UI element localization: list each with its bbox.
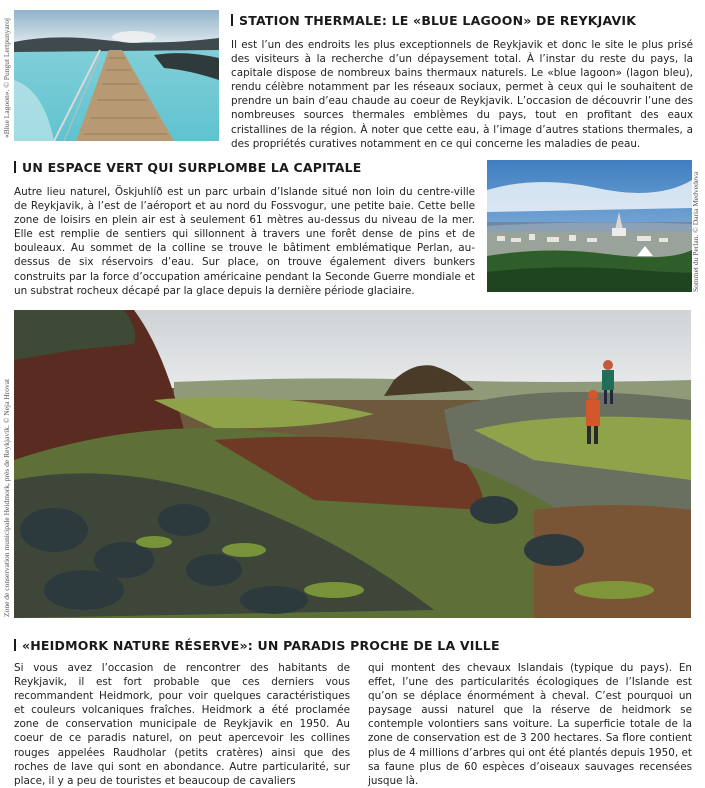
heidmork-photo — [14, 310, 691, 618]
section1-body: Il est l’un des endroits les plus exceptionnels de Reykjavik et donc le site le plus prisé des visiteurs à la recherche d’un dépaysement total. À l’instar du reste du pays, la capitale dispose de nombreux bains thermaux naturels. Le «blue lagoon» (lagon bleu), rendu célèbre notamment par les réseaux sociaux, permet à ceux qui le souhaitent de prendre un bain d’eau chaude au coeur de Reykjavik. L’occasion de découvrir l’une des nombreuses sources thermales emblèmes du pays, tout en profitant des eaux cristallines de la région. À noter que cette eau, à l’image d’autres stations thermales, a des propriétés curatives notamment en ce qui concerne les maladies de peau. — [231, 39, 693, 150]
heading-bar — [14, 639, 16, 651]
perlan-caption: Sommet du Perlan. © Daria Medvedeva — [691, 171, 700, 292]
section3-heading — [14, 638, 500, 653]
section3-body-left: Si vous avez l’occasion de rencontrer des habitants de Reykjavik, il est fort probable que ces derniers vous recommandent Heidmork, pour voir quelques caractéristiques et couleurs volcaniques fraîches. Heidmork a été proclamée zone de conservation municipale de Reykjavik en 1950. Au coeur de ce paradis naturel, on peut apercevoir les collines rouges appelées Raudholar (petits cratères) ainsi que des roches de lave qui sont en abondance. Autre particularité, sur place, il y a peu de touristes et beaucoup de cavaliers — [14, 662, 350, 787]
section2-heading — [14, 160, 362, 175]
heading-bar — [14, 161, 16, 173]
section2-heading-text: UN ESPACE VERT QUI SURPLOMBE LA CAPITALE — [22, 160, 362, 175]
heading-bar — [231, 14, 233, 26]
section3-body-right: qui montent des chevaux Islandais (typique du pays). En effet, l’une des particularités écologiques de l’Islande est qu’on se déplace énormément à cheval. C’est pourquoi un paysage aussi naturel que la réserve de heidmork se contemple volontiers sans voiture. La superficie totale de la zone de conservation est de 3 200 hectares. Sa flore contient plus de 4 millions d’arbres qui ont été plantés depuis 1950, et sa faune plus de 60 espèces d’oiseaux sauvages recensées jusque là. — [368, 662, 692, 787]
section1-heading — [231, 13, 636, 28]
blue-lagoon-photo — [14, 10, 219, 141]
perlan-photo — [487, 160, 692, 292]
blue-lagoon-caption: «Blue Lagoon». © Pungut Lertpunyaroj — [2, 17, 11, 138]
section3-heading-text: «HEIDMORK NATURE RÉSERVE»: UN PARADIS PROCHE DE LA VILLE — [22, 638, 500, 653]
heidmork-caption: Zone de conservation municipale Heidmork, près de Reykjavik. © Neja Hrovat — [2, 378, 11, 617]
section1-heading-text: STATION THERMALE: LE «BLUE LAGOON» DE REYKJAVIK — [239, 13, 637, 28]
section2-body: Autre lieu naturel, Öskjuhlíð est un parc urbain d’Islande situé non loin du centre-ville de Reykjavik, à l’est de l’aéroport et au nord du Fossvogur, une petite baie. Cette belle zone de loisirs en plein air est à seulement 61 mètres au-dessus du niveau de la mer. Elle est remplie de sentiers qui sillonnent à travers une forêt dense de pins et de bouleaux. Au sommet de la colline se trouve le bâtiment emblématique Perlan, au-dessus de six réservoirs d’eau. Sur place, on trouve également divers bunkers construits par la force d’occupation américaine pendant la Seconde Guerre mondiale et un substrat rocheux décapé par la glace depuis la dernière période glaciaire. — [14, 186, 475, 297]
